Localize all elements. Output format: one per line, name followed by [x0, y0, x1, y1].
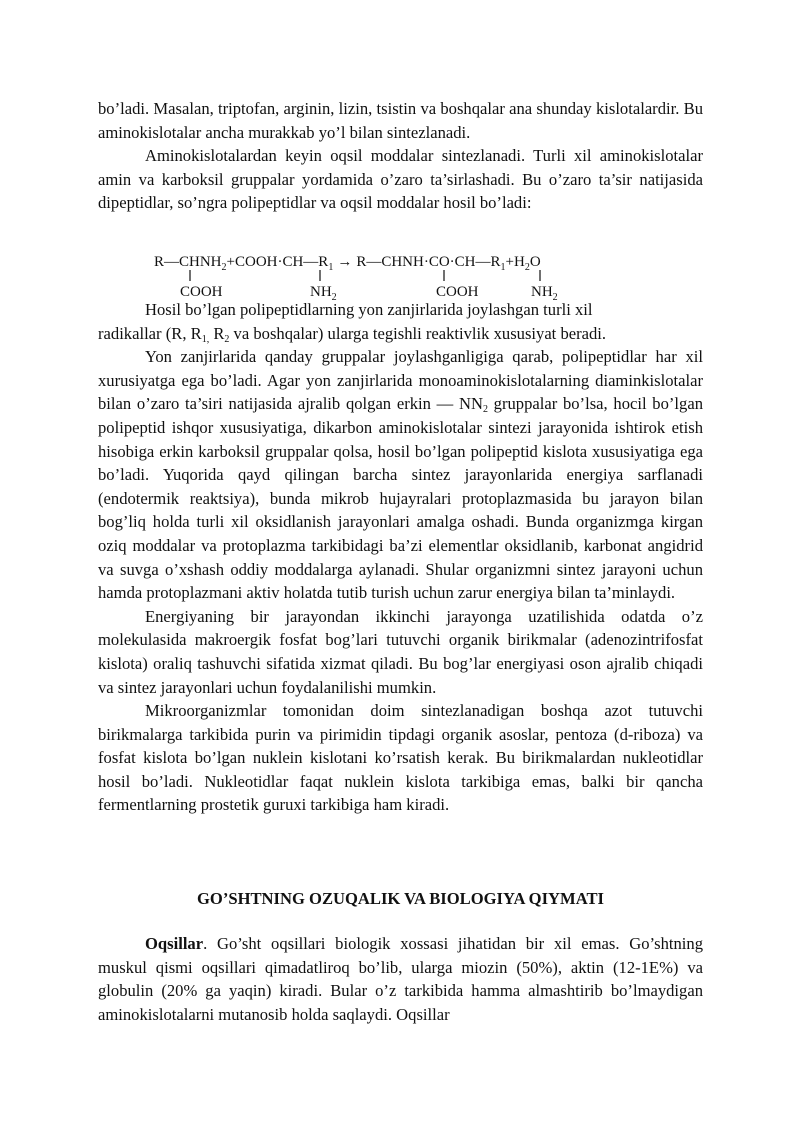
equation-label-cooh-2: COOH [436, 284, 479, 300]
text-block-bottom [98, 932, 703, 1026]
text-block-top [98, 97, 703, 215]
paragraph: Hosil bo’lgan polipeptidlarning yon zanjirlarida joylashgan turli xil [145, 300, 593, 319]
paragraph: Mikroorganizmlar tomonidan doim sintezlanadigan boshqa azot tutuvchi birikmalarga tarkibida purin va pirimidin tipdagi organik asoslar, pentoza (d-riboza) va fosfat kislota bo’lgan nuklein kislotani ko’rsatish kerak. Bu birikmalardan nukleotidlar hosil bo’ladi. Nukleotidlar faqat nuklein kislota tarkibiga emas, balki bir qancha fermentlarning prostetik guruxi tarkibiga ham kiradi. [98, 701, 703, 815]
text-block-main [98, 298, 703, 817]
paragraph: Energiyaning bir jarayondan ikkinchi jarayonga uzatilishida odatda o’z molekulasida makroergik fosfat bog’lari tutuvchi organik birikmalar (adenozintrifosfat kislota) oraliq tashuvchi sifatida xizmat qiladi. Bu bog’lar energiyasi oson ajralib chiqadi va sintez jarayonlari uchun foydalanilishi mumkin. [98, 606, 703, 697]
equation-top-line: $R—CHNH_2+COOH\cdot CH—R_1$ → $R—CHNH\cdot CO\cdot CH—R_1+H_2O$ [154, 254, 541, 273]
paragraph: Aminokislotalardan keyin oqsil moddalar sintezlanadi. Turli xil aminokislotalar amin va karboksil gruppalar yordamida o’zaro ta’sirlashadi. Bu o’zaro ta’sir natijasida dipeptidlar, so’ngra polipeptidlar va oqsil moddalar hosil bo’ladi: [98, 146, 703, 213]
paragraph: bo’ladi. Masalan, triptofan, arginin, lizin, tsistin va boshqalar ana shunday kislotalardir. Bu aminokislotalar ancha murakkab yo’l bilan sintezlanadi. [98, 99, 703, 142]
equation-label-nh2-2: $NH_2$ [531, 284, 558, 303]
paragraph: Yon zanjirlarida qanday gruppalar joylashganligiga qarab, polipeptidlar har xil xurusiyatga ega bo’ladi. Agar yon zanjirlarida monoaminokislotalarning diaminkislotalar bilan o’zaro ta’siri natijasida ajralib qolgan erkin — $NN_2$ gruppalar bo’lsa, hocil bo’lgan polipeptid ishqor xususiyatiga, dikarbon aminokislotalar sintezi jarayonida ishtirok etish hisobiga erkin karboksil gruppalar qolsa, hosil bo’lgan polipeptid kislota xususiyatiga ega bo’ladi. Yuqorida qayd qilingan barcha sintez jarayonlarida energiya sarflanadi (endotermik reaktsiya), bunda mikrob hujayralari protoplazmasida bu jarayon bilan bog’liq holda turli xil oksidlanish jarayonlari amalga oshadi. Bunda organizmga kirgan oziq moddalar va protoplazma tarkibidagi ba’zi elementlar oksidlanib, karbonat angidrid va suvga o’xshash oddiy moddalarga aylanadi. Shular organizmni sintez jarayoni uchun hamda protoplazmani aktiv holatda tutib turish uchun zarur energiya bilan ta’minlaydi. [98, 347, 703, 603]
equation-label-cooh-1: COOH [180, 284, 223, 300]
peptide-bond-equation [150, 243, 650, 303]
paragraph: Oqsillar. Go’sht oqsillari biologik xossasi jihatidan bir xil emas. Go’shtning muskul qismi oqsillari qimadatliroq bo’lib, ularga miozin (50%), aktin (12-1E%) va globulin (20% ga yaqin) kiradi. Bular o’z tarkibida hamma almashtirib bo’lmaydigan aminokislotalarni mutanosib holda saqlaydi. Oqsillar [98, 934, 703, 1024]
paragraph: radikallar (R, $R_{1,}$ $R_2$ va boshqalar) ularga tegishli reaktivlik xususiyat beradi. [98, 323, 607, 345]
section-heading: GO’SHTNING OZUQALIK VA BIOLOGIYA QIYMATI [197, 889, 604, 908]
equation-label-nh2-1: $NH_2$ [310, 284, 337, 303]
